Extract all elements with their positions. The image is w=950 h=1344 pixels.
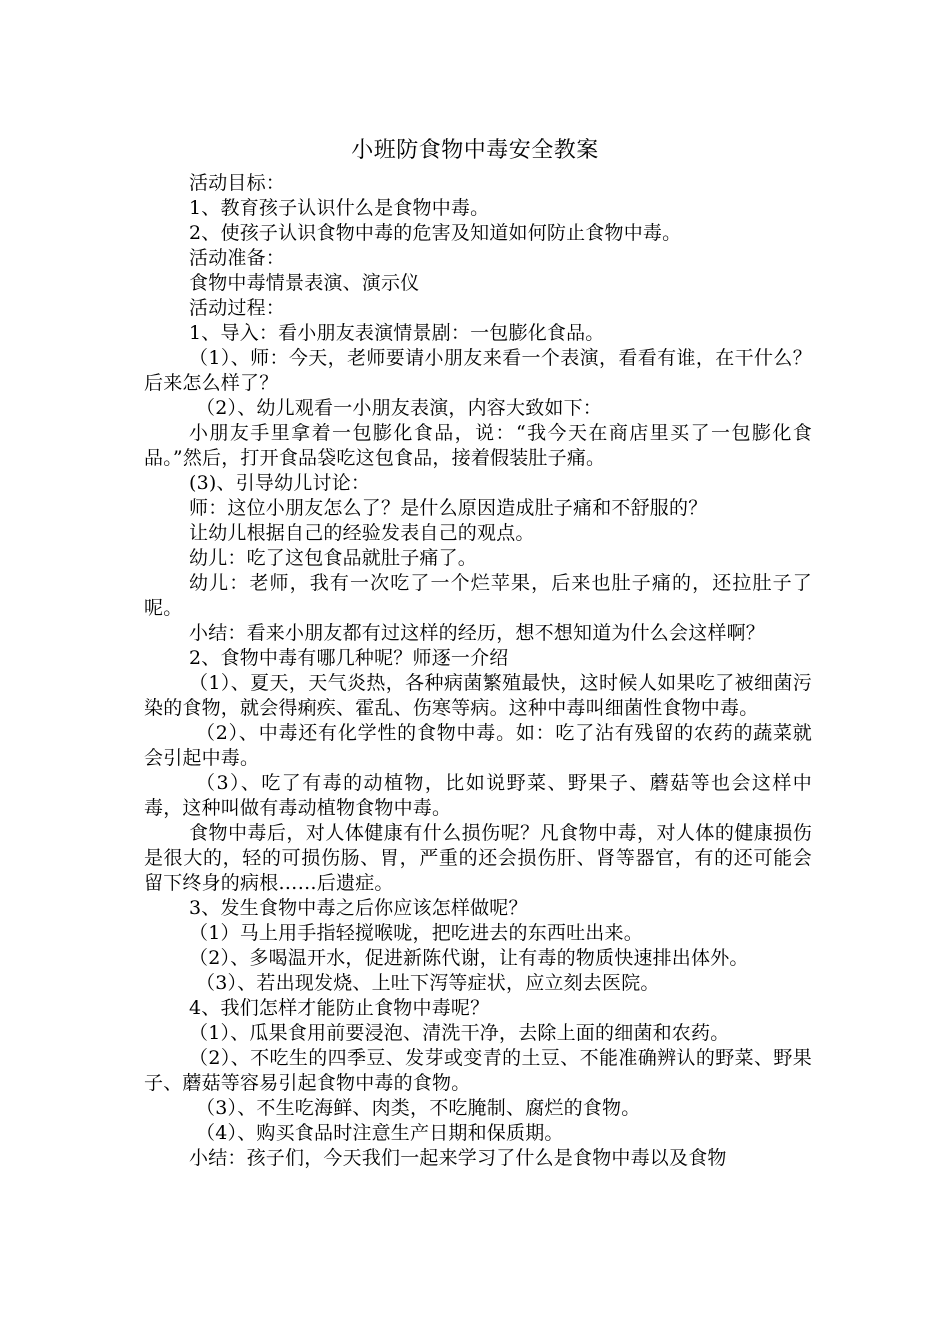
- paragraph: 活动准备：: [189, 247, 286, 269]
- paragraph: （2）、幼儿观看一小朋友表演，内容大致如下：: [196, 397, 602, 419]
- paragraph: （1）马上用手指轻搅喉咙，把吃进去的东西吐出来。: [189, 922, 643, 944]
- paragraph: （1）、夏天，天气炎热，各种病菌繁殖最快，这时候人如果吃了被细菌污染的食物，就会得痢疾、霍乱、伤寒等病。这种中毒叫细菌性食物中毒。: [144, 672, 812, 719]
- paragraph: （2）、中毒还有化学性的食物中毒。如：吃了沾有残留的农药的蔬菜就会引起中毒。: [144, 722, 812, 769]
- paragraph: （3）、不生吃海鲜、肉类，不吃腌制、腐烂的食物。: [196, 1097, 641, 1119]
- paragraph: 1、导入：看小朋友表演情景剧：一包膨化食品。: [189, 322, 605, 344]
- paragraph: 师：这位小朋友怎么了？是什么原因造成肚子痛和不舒服的？: [189, 497, 708, 519]
- paragraph: 小朋友手里拿着一包膨化食品，说：“我今天在商店里买了一包膨化食品。”然后，打开食品袋吃这包食品，接着假装肚子痛。: [144, 422, 812, 469]
- paragraph: （3）、吃了有毒的动植物，比如说野菜、野果子、蘑菇等也会这样中毒，这种叫做有毒动植物食物中毒。: [144, 772, 812, 819]
- paragraph: 4、我们怎样才能防止食物中毒呢？: [189, 997, 490, 1019]
- paragraph: 1、教育孩子认识什么是食物中毒。: [189, 197, 490, 219]
- paragraph: 活动过程：: [189, 297, 286, 319]
- paragraph: (3)、引导幼儿讨论：: [189, 472, 371, 494]
- paragraph: （3）、若出现发烧、上吐下泻等症状，应立刻去医院。: [196, 972, 660, 994]
- paragraph: （1）、瓜果食用前要浸泡、清洗干净，去除上面的细菌和农药。: [189, 1022, 730, 1044]
- paragraph: 小结：孩子们，今天我们一起来学习了什么是食物中毒以及食物: [189, 1147, 727, 1169]
- paragraph: 幼儿：老师，我有一次吃了一个烂苹果，后来也肚子痛的，还拉肚子了呢。: [144, 572, 812, 619]
- paragraph: 幼儿：吃了这包食品就肚子痛了。: [189, 547, 478, 569]
- document-title: 小班防食物中毒安全教案: [351, 138, 599, 163]
- paragraph: （4）、购买食品时注意生产日期和保质期。: [196, 1122, 564, 1144]
- paragraph: 食物中毒后，对人体健康有什么损伤呢？凡食物中毒，对人体的健康损伤是很大的，轻的可损伤肠、胃，严重的还会损伤肝、肾等器官，有的还可能会留下终身的病根……后遗症。: [144, 822, 812, 894]
- paragraph: 食物中毒情景表演、演示仪: [189, 272, 420, 294]
- paragraph: （2）、多喝温开水，促进新陈代谢，让有毒的物质快速排出体外。: [189, 947, 749, 969]
- paragraph: 活动目标：: [189, 172, 286, 194]
- paragraph: 3、发生食物中毒之后你应该怎样做呢？: [189, 897, 528, 919]
- paragraph: 2、食物中毒有哪几种呢？师逐一介绍: [189, 647, 509, 669]
- paragraph: （1）、师：今天，老师要请小朋友来看一个表演，看看有谁，在干什么？后来怎么样了？: [144, 347, 812, 394]
- paragraph: 小结：看来小朋友都有过这样的经历，想不想知道为什么会这样啊？: [189, 622, 766, 644]
- paragraph: （2）、不吃生的四季豆、发芽或变青的土豆、不能准确辨认的野菜、野果子、蘑菇等容易引起食物中毒的食物。: [144, 1047, 812, 1094]
- paragraph: 2、使孩子认识食物中毒的危害及知道如何防止食物中毒。: [189, 222, 682, 244]
- document-body: [144, 171, 812, 1171]
- paragraph: 让幼儿根据自己的经验发表自己的观点。: [189, 522, 535, 544]
